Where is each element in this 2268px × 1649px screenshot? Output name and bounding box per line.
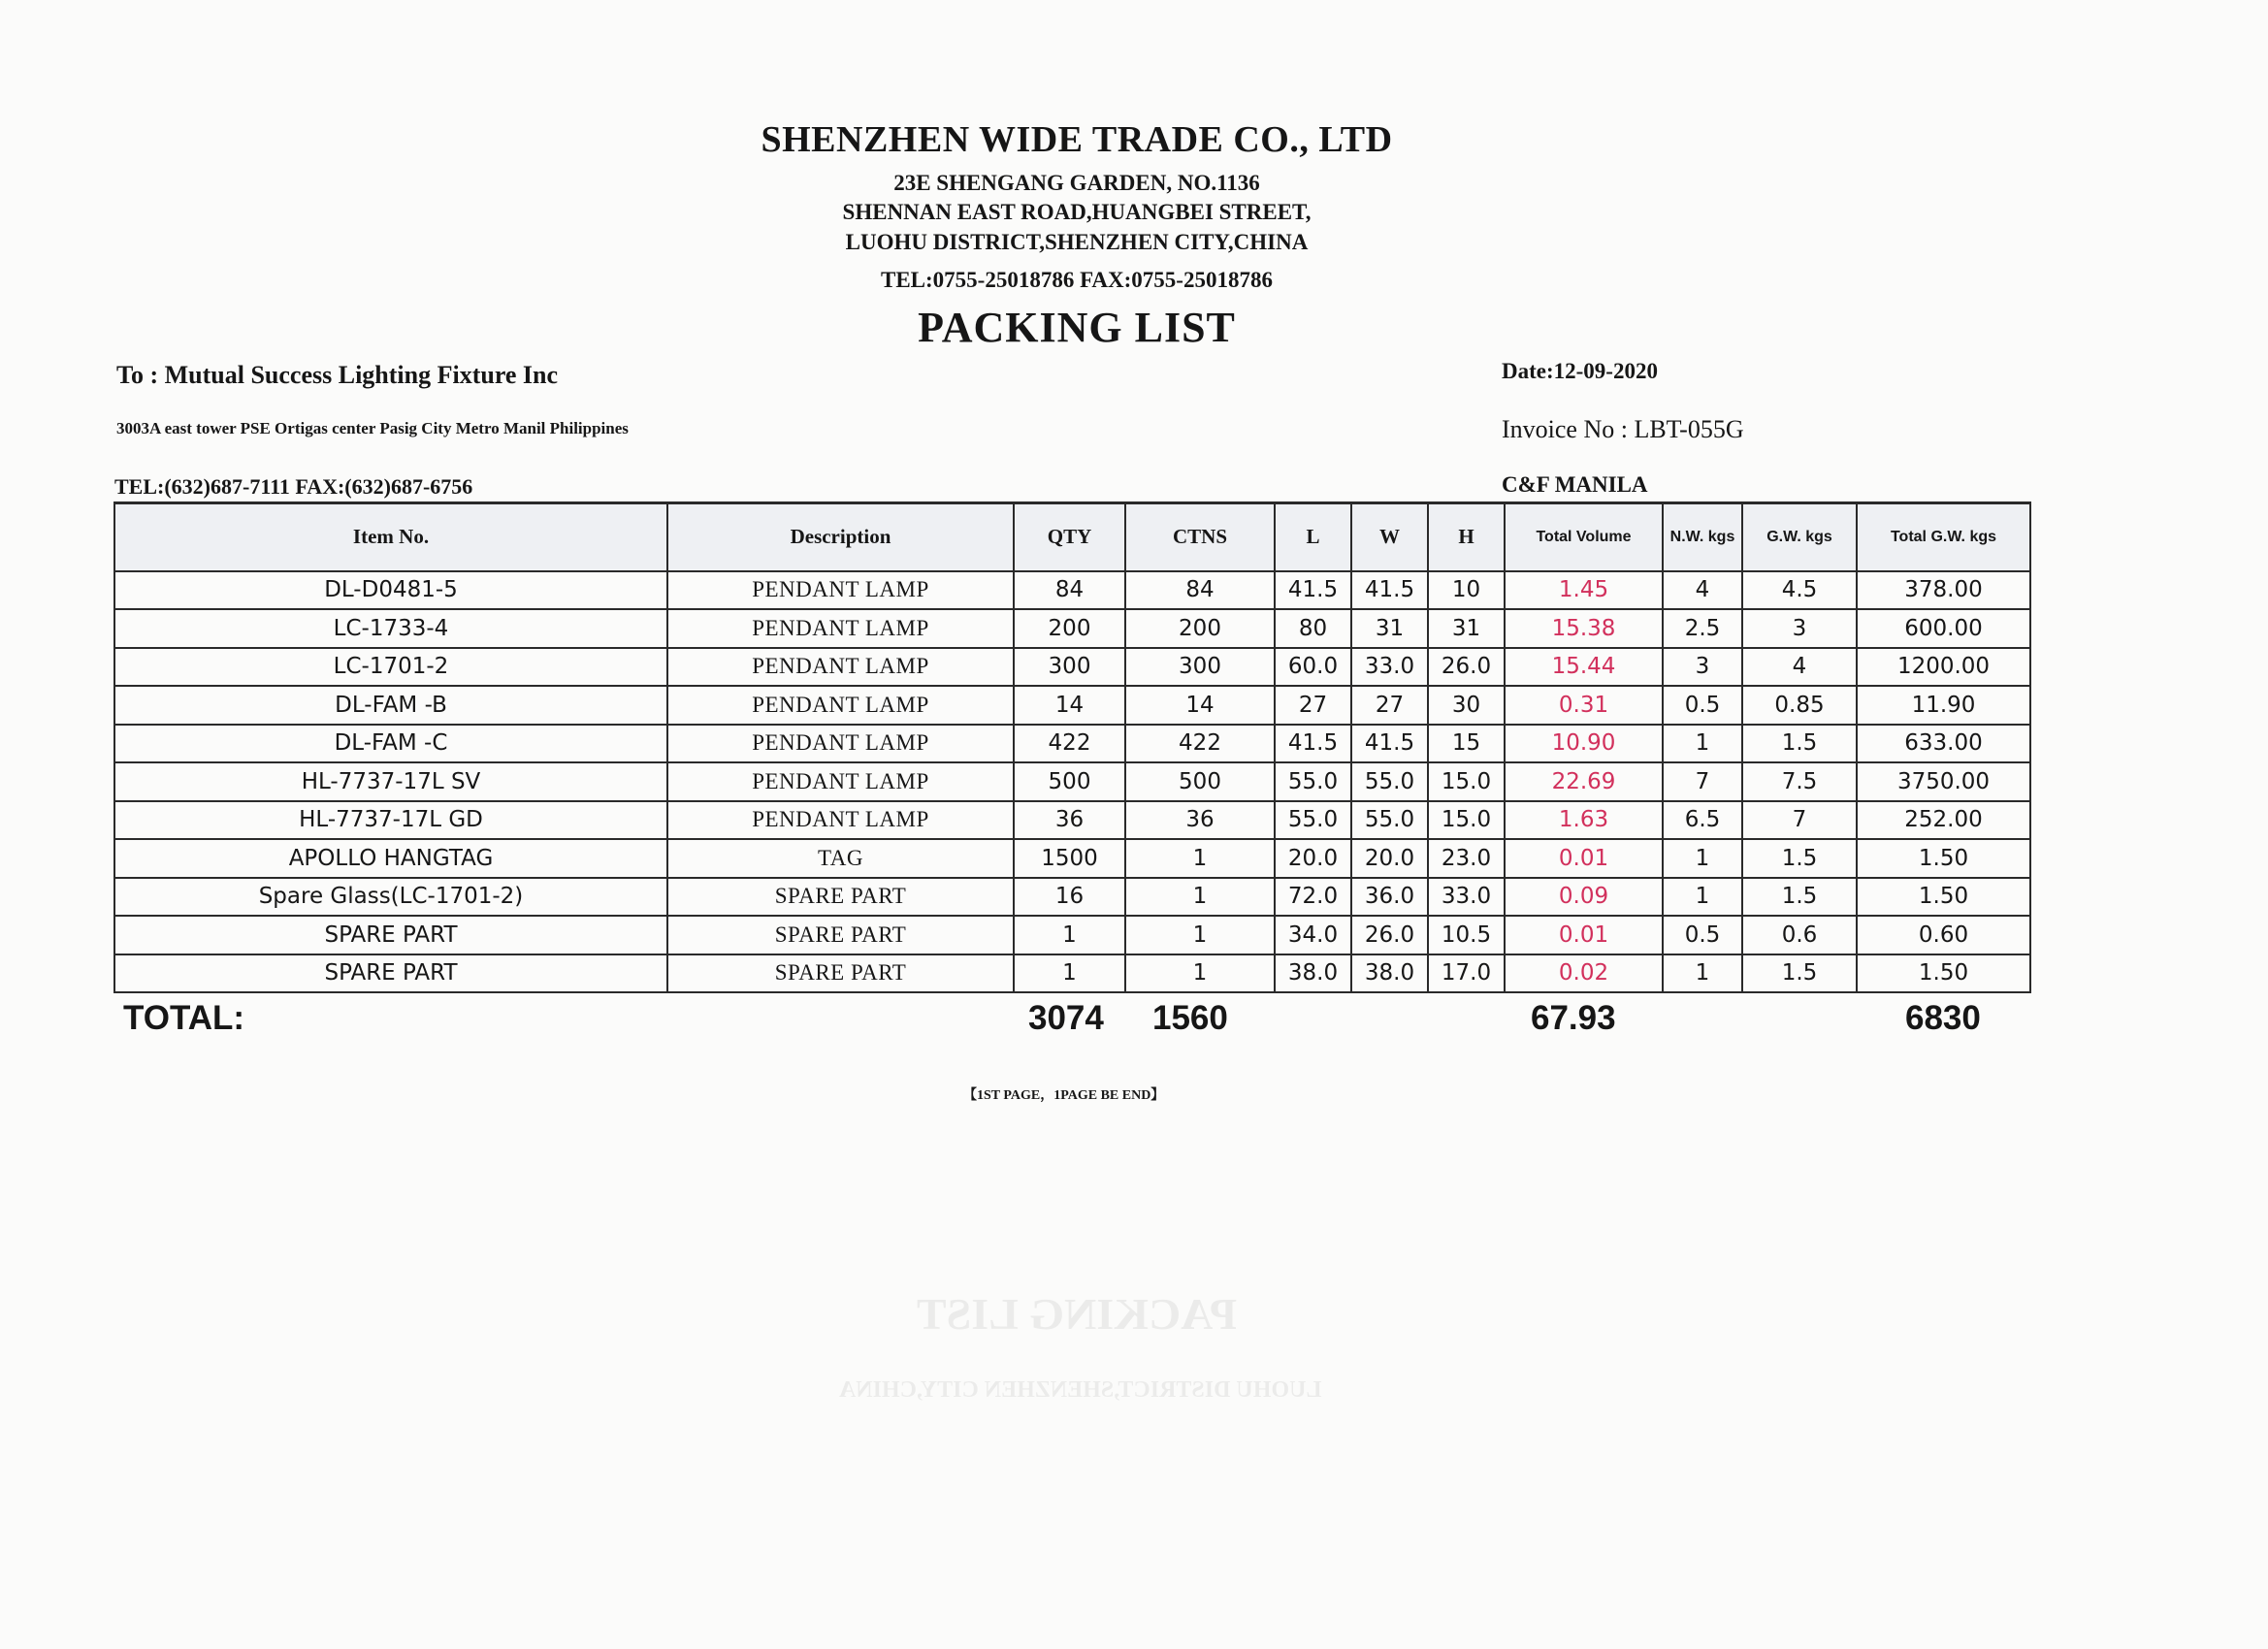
packing-table	[113, 501, 2031, 993]
cell-item-no: SPARE PART	[114, 916, 667, 954]
company-address-line-3: LUOHU DISTRICT,SHENZHEN CITY,CHINA	[845, 230, 1309, 254]
cell-gross-weight: 4.5	[1742, 571, 1857, 610]
cell-total-gross-weight: 11.90	[1857, 686, 2030, 725]
cell-length: 27	[1275, 686, 1351, 725]
cell-qty: 1	[1014, 916, 1125, 954]
company-tel-fax: TEL:0755-25018786 FAX:0755-25018786	[881, 268, 1273, 292]
cell-qty: 422	[1014, 725, 1125, 763]
cell-total-gross-weight: 1200.00	[1857, 648, 2030, 687]
cell-net-weight: 6.5	[1663, 801, 1742, 840]
table-row	[114, 725, 2030, 763]
total-qty: 3074	[1028, 999, 1104, 1037]
cell-total-gross-weight: 1.50	[1857, 839, 2030, 878]
cell-item-no: DL-FAM -C	[114, 725, 667, 763]
cell-total-gross-weight: 1.50	[1857, 954, 2030, 993]
cell-width: 38.0	[1351, 954, 1428, 993]
header-total-volume: Total Volume	[1505, 503, 1663, 571]
cell-item-no: DL-D0481-5	[114, 571, 667, 610]
cell-qty: 1	[1014, 954, 1125, 993]
table-row	[114, 648, 2030, 687]
recipient-tel-fax: TEL:(632)687-7111 FAX:(632)687-6756	[114, 474, 473, 499]
cell-gross-weight: 7.5	[1742, 762, 1857, 801]
cell-total-volume: 0.01	[1505, 916, 1663, 954]
cell-ctns: 422	[1125, 725, 1275, 763]
header-qty: QTY	[1014, 503, 1125, 571]
cell-length: 80	[1275, 609, 1351, 648]
header-ctns: CTNS	[1125, 503, 1275, 571]
cell-total-volume: 0.09	[1505, 878, 1663, 917]
cell-total-volume: 0.31	[1505, 686, 1663, 725]
cell-net-weight: 4	[1663, 571, 1742, 610]
cell-gross-weight: 7	[1742, 801, 1857, 840]
cell-height: 31	[1428, 609, 1505, 648]
cell-qty: 1500	[1014, 839, 1125, 878]
cell-width: 20.0	[1351, 839, 1428, 878]
cell-qty: 14	[1014, 686, 1125, 725]
cell-width: 55.0	[1351, 762, 1428, 801]
cell-length: 38.0	[1275, 954, 1351, 993]
cell-height: 10	[1428, 571, 1505, 610]
cell-description: PENDANT LAMP	[667, 648, 1014, 687]
cell-gross-weight: 1.5	[1742, 725, 1857, 763]
cell-width: 31	[1351, 609, 1428, 648]
cell-width: 33.0	[1351, 648, 1428, 687]
table-row	[114, 686, 2030, 725]
cell-total-volume: 1.45	[1505, 571, 1663, 610]
cell-total-gross-weight: 1.50	[1857, 878, 2030, 917]
cell-total-gross-weight: 600.00	[1857, 609, 2030, 648]
cell-total-gross-weight: 0.60	[1857, 916, 2030, 954]
table-row	[114, 916, 2030, 954]
cell-length: 55.0	[1275, 801, 1351, 840]
cell-description: PENDANT LAMP	[667, 801, 1014, 840]
total-gross-weight: 6830	[1905, 999, 1981, 1037]
cell-height: 15.0	[1428, 801, 1505, 840]
table-row	[114, 878, 2030, 917]
table-row	[114, 801, 2030, 840]
cell-gross-weight: 1.5	[1742, 839, 1857, 878]
table-header-row	[114, 503, 2030, 571]
header-total-gross-weight: Total G.W. kgs	[1857, 503, 2030, 571]
cell-description: PENDANT LAMP	[667, 725, 1014, 763]
cell-width: 55.0	[1351, 801, 1428, 840]
cell-qty: 84	[1014, 571, 1125, 610]
cell-total-volume: 1.63	[1505, 801, 1663, 840]
cell-ctns: 500	[1125, 762, 1275, 801]
cell-gross-weight: 1.5	[1742, 878, 1857, 917]
cell-net-weight: 7	[1663, 762, 1742, 801]
cell-total-volume: 15.44	[1505, 648, 1663, 687]
company-name: SHENZHEN WIDE TRADE CO., LTD	[761, 119, 1393, 160]
invoice-number: Invoice No : LBT-055G	[1502, 415, 1744, 443]
cell-ctns: 1	[1125, 878, 1275, 917]
recipient-address: 3003A east tower PSE Ortigas center Pasig City Metro Manil Philippines	[116, 419, 629, 437]
header-net-weight: N.W. kgs	[1663, 503, 1742, 571]
table-row	[114, 762, 2030, 801]
cell-net-weight: 0.5	[1663, 916, 1742, 954]
table-row	[114, 571, 2030, 610]
cell-gross-weight: 0.6	[1742, 916, 1857, 954]
cell-ctns: 1	[1125, 839, 1275, 878]
table-body	[114, 571, 2030, 993]
header-length: L	[1275, 503, 1351, 571]
cell-length: 34.0	[1275, 916, 1351, 954]
cell-height: 23.0	[1428, 839, 1505, 878]
table-row	[114, 609, 2030, 648]
cell-item-no: APOLLO HANGTAG	[114, 839, 667, 878]
cell-net-weight: 1	[1663, 725, 1742, 763]
document-title: PACKING LIST	[918, 304, 1236, 351]
cell-total-gross-weight: 3750.00	[1857, 762, 2030, 801]
shipping-terms: C&F MANILA	[1502, 472, 1648, 497]
page-end-note: 【1ST PAGE，1PAGE BE END】	[963, 1088, 1165, 1103]
cell-length: 60.0	[1275, 648, 1351, 687]
cell-ctns: 200	[1125, 609, 1275, 648]
cell-qty: 300	[1014, 648, 1125, 687]
cell-description: SPARE PART	[667, 916, 1014, 954]
cell-description: SPARE PART	[667, 878, 1014, 917]
cell-total-volume: 10.90	[1505, 725, 1663, 763]
cell-height: 30	[1428, 686, 1505, 725]
cell-width: 36.0	[1351, 878, 1428, 917]
cell-length: 55.0	[1275, 762, 1351, 801]
cell-gross-weight: 0.85	[1742, 686, 1857, 725]
cell-height: 26.0	[1428, 648, 1505, 687]
table-row	[114, 954, 2030, 993]
cell-description: PENDANT LAMP	[667, 609, 1014, 648]
cell-description: PENDANT LAMP	[667, 686, 1014, 725]
cell-length: 72.0	[1275, 878, 1351, 917]
header-gross-weight: G.W. kgs	[1742, 503, 1857, 571]
cell-item-no: Spare Glass(LC-1701-2)	[114, 878, 667, 917]
cell-item-no: LC-1733-4	[114, 609, 667, 648]
cell-ctns: 14	[1125, 686, 1275, 725]
cell-total-gross-weight: 378.00	[1857, 571, 2030, 610]
cell-item-no: DL-FAM -B	[114, 686, 667, 725]
cell-qty: 16	[1014, 878, 1125, 917]
total-ctns: 1560	[1152, 999, 1228, 1037]
cell-length: 41.5	[1275, 571, 1351, 610]
cell-height: 15	[1428, 725, 1505, 763]
cell-width: 41.5	[1351, 571, 1428, 610]
cell-total-gross-weight: 252.00	[1857, 801, 2030, 840]
cell-length: 20.0	[1275, 839, 1351, 878]
header-item-no: Item No.	[114, 503, 667, 571]
cell-width: 26.0	[1351, 916, 1428, 954]
cell-height: 15.0	[1428, 762, 1505, 801]
cell-height: 33.0	[1428, 878, 1505, 917]
cell-item-no: LC-1701-2	[114, 648, 667, 687]
cell-gross-weight: 4	[1742, 648, 1857, 687]
cell-description: TAG	[667, 839, 1014, 878]
company-address-line-1: 23E SHENGANG GARDEN, NO.1136	[893, 171, 1260, 195]
cell-description: PENDANT LAMP	[667, 571, 1014, 610]
cell-ctns: 1	[1125, 954, 1275, 993]
company-address-line-2: SHENNAN EAST ROAD,HUANGBEI STREET,	[842, 200, 1312, 224]
cell-width: 27	[1351, 686, 1428, 725]
cell-qty: 36	[1014, 801, 1125, 840]
bleed-through-title: PACKING LIST	[917, 1289, 1238, 1339]
cell-net-weight: 3	[1663, 648, 1742, 687]
cell-total-volume: 0.01	[1505, 839, 1663, 878]
table-row	[114, 839, 2030, 878]
cell-item-no: HL-7737-17L GD	[114, 801, 667, 840]
cell-total-volume: 15.38	[1505, 609, 1663, 648]
cell-total-gross-weight: 633.00	[1857, 725, 2030, 763]
total-volume: 67.93	[1531, 999, 1616, 1037]
cell-length: 41.5	[1275, 725, 1351, 763]
cell-gross-weight: 1.5	[1742, 954, 1857, 993]
cell-net-weight: 0.5	[1663, 686, 1742, 725]
cell-ctns: 36	[1125, 801, 1275, 840]
header-width: W	[1351, 503, 1428, 571]
header-description: Description	[667, 503, 1014, 571]
cell-net-weight: 2.5	[1663, 609, 1742, 648]
cell-gross-weight: 3	[1742, 609, 1857, 648]
document-date: Date:12-09-2020	[1502, 359, 1658, 383]
cell-ctns: 300	[1125, 648, 1275, 687]
cell-ctns: 1	[1125, 916, 1275, 954]
recipient-name: To : Mutual Success Lighting Fixture Inc	[116, 361, 559, 389]
bleed-through-address: LUOHU DISTRICT,SHENZHEN CITY,CHINA	[839, 1377, 1322, 1403]
cell-height: 17.0	[1428, 954, 1505, 993]
cell-net-weight: 1	[1663, 839, 1742, 878]
cell-description: PENDANT LAMP	[667, 762, 1014, 801]
total-label: TOTAL:	[123, 999, 245, 1037]
cell-total-volume: 22.69	[1505, 762, 1663, 801]
cell-qty: 500	[1014, 762, 1125, 801]
cell-description: SPARE PART	[667, 954, 1014, 993]
cell-total-volume: 0.02	[1505, 954, 1663, 993]
header-height: H	[1428, 503, 1505, 571]
cell-height: 10.5	[1428, 916, 1505, 954]
cell-width: 41.5	[1351, 725, 1428, 763]
cell-net-weight: 1	[1663, 954, 1742, 993]
cell-net-weight: 1	[1663, 878, 1742, 917]
cell-qty: 200	[1014, 609, 1125, 648]
cell-ctns: 84	[1125, 571, 1275, 610]
cell-item-no: SPARE PART	[114, 954, 667, 993]
cell-item-no: HL-7737-17L SV	[114, 762, 667, 801]
